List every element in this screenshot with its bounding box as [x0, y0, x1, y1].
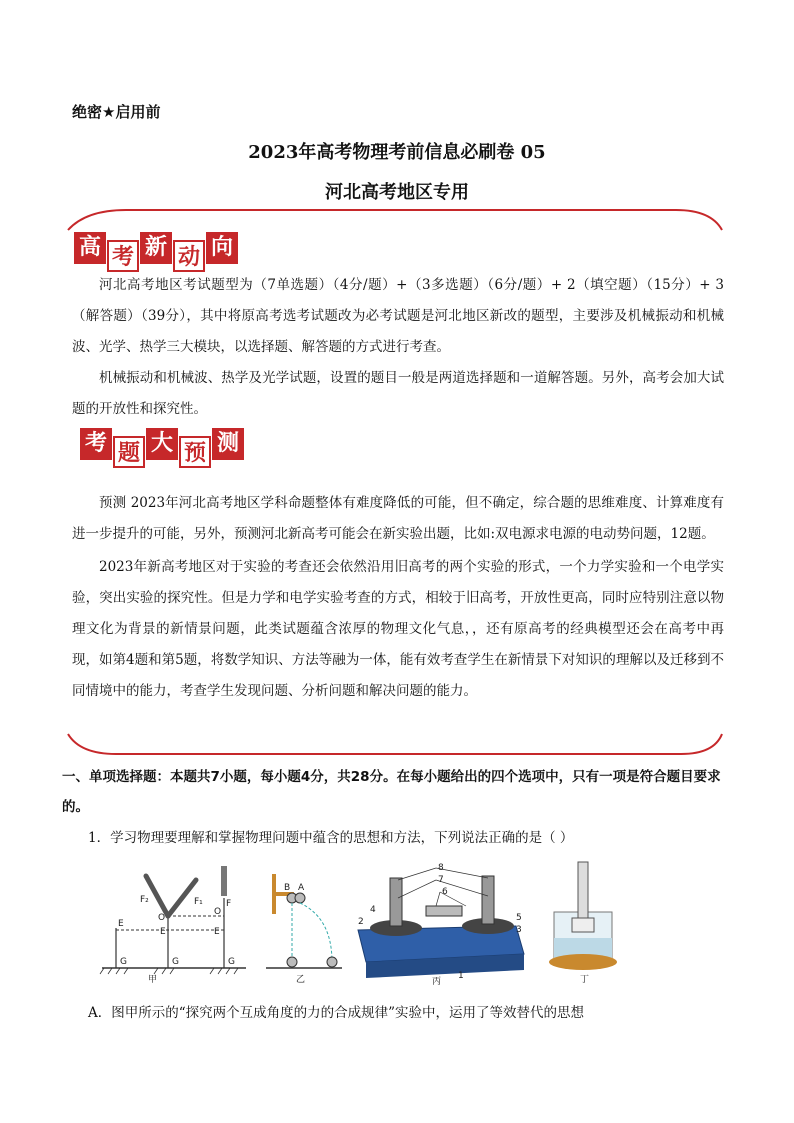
label-E: E	[160, 927, 166, 937]
paper-title: 2023年高考物理考前信息必刷卷 05	[248, 142, 546, 163]
label-G: G	[228, 957, 235, 967]
label-E: E	[214, 927, 220, 937]
label-A: A	[298, 883, 305, 893]
caption-yi: 乙	[296, 975, 306, 985]
banner-char: 测	[212, 428, 244, 460]
label-5: 5	[516, 913, 522, 923]
label-F2: F₂	[140, 895, 149, 905]
paper-subtitle: 河北高考地区专用	[325, 182, 469, 203]
figure-ding	[549, 862, 617, 985]
label-1: 1	[458, 971, 464, 981]
section2-text	[72, 488, 724, 707]
caption-bing: 丙	[432, 977, 442, 986]
section1-text	[72, 270, 724, 425]
label-G: G	[120, 957, 127, 967]
label-E: E	[118, 919, 124, 929]
banner-gaokao-new-trend	[74, 232, 239, 272]
label-O: O	[158, 913, 166, 923]
banner-char: 大	[146, 428, 178, 460]
label-8: 8	[438, 863, 444, 873]
label-F: F	[226, 899, 232, 909]
figure-yi	[266, 874, 342, 985]
bottom-curve-decoration	[66, 732, 726, 760]
label-7: 7	[438, 875, 444, 885]
paragraph: 预测 2023年河北高考地区学科命题整体有难度降低的可能，但不确定，综合题的思维难度、计算难度有进一步提升的可能，另外，预测河北新高考可能会在新实验出题，比如:双电源求电源的电动势问题，12题。	[72, 495, 724, 542]
banner-char: 高	[74, 232, 106, 264]
confidential-mark: 绝密★启用前	[72, 103, 161, 121]
question-1-figures	[96, 858, 636, 986]
paragraph: 河北高考地区考试题型为（7单选题）（4分/题）+（3多选题）（6分/题）+ 2（填空题）（15分）+ 3（解答题）（39分），其中将原高考选考试题改为必考试题是河北地区新改的题型，主要涉及机械振动和机械波、光学、热学三大模块，以选择题、解答题的方式进行考查。	[72, 277, 724, 355]
option-A[interactable]: A．图甲所示的“探究两个互成角度的力的合成规律”实验中，运用了等效替代的思想	[88, 1005, 585, 1021]
label-G: G	[172, 957, 179, 967]
caption-jia: 甲	[148, 975, 158, 985]
paragraph: 2023年新高考地区对于实验的考查还会依然沿用旧高考的两个实验的形式，一个力学实验和一个电学实验，突出实验的探究性。但是力学和电学实验考查的方式，相较于旧高考，开放性更高，同时应特别注意以物理文化为背景的新情景问题，此类试题蕴含浓厚的物理文化气息，，还有原高考的经典模型还会在高考中再现，如第4题和第5题，将数学知识、方法等融为一体，能有效考查学生在新情景下对知识的理解以及迁移到不同情境中的能力，考查学生发现问题、分析问题和解决问题的能力。	[72, 559, 724, 699]
label-B: B	[284, 883, 291, 893]
label-3: 3	[516, 925, 522, 935]
figure-jia	[100, 866, 246, 985]
banner-char: 向	[206, 232, 238, 264]
section-heading-single-choice: 一、单项选择题：本题共7小题，每小题4分，共28分。在每小题给出的四个选项中，只有一项是符合题目要求的。	[62, 769, 721, 815]
figure-bing	[358, 863, 524, 986]
banner-char: 考	[80, 428, 112, 460]
question-1-stem: 1．学习物理要理解和掌握物理问题中蕴含的思想和方法，下列说法正确的是（ ）	[88, 830, 574, 846]
label-6: 6	[442, 887, 448, 897]
label-F1: F₁	[194, 897, 203, 907]
paragraph: 机械振动和机械波、热学及光学试题，设置的题目一般是两道选择题和一道解答题。另外，高考会加大试题的开放性和探究性。	[72, 370, 724, 417]
banner-char: 动	[173, 240, 205, 272]
banner-char: 新	[140, 232, 172, 264]
banner-exam-prediction	[80, 428, 245, 468]
caption-ding: 丁	[580, 975, 590, 985]
label-O: O	[214, 907, 222, 917]
label-4: 4	[370, 905, 376, 915]
banner-char: 预	[179, 436, 211, 468]
banner-char: 考	[107, 240, 139, 272]
banner-char: 题	[113, 436, 145, 468]
label-2: 2	[358, 917, 364, 927]
